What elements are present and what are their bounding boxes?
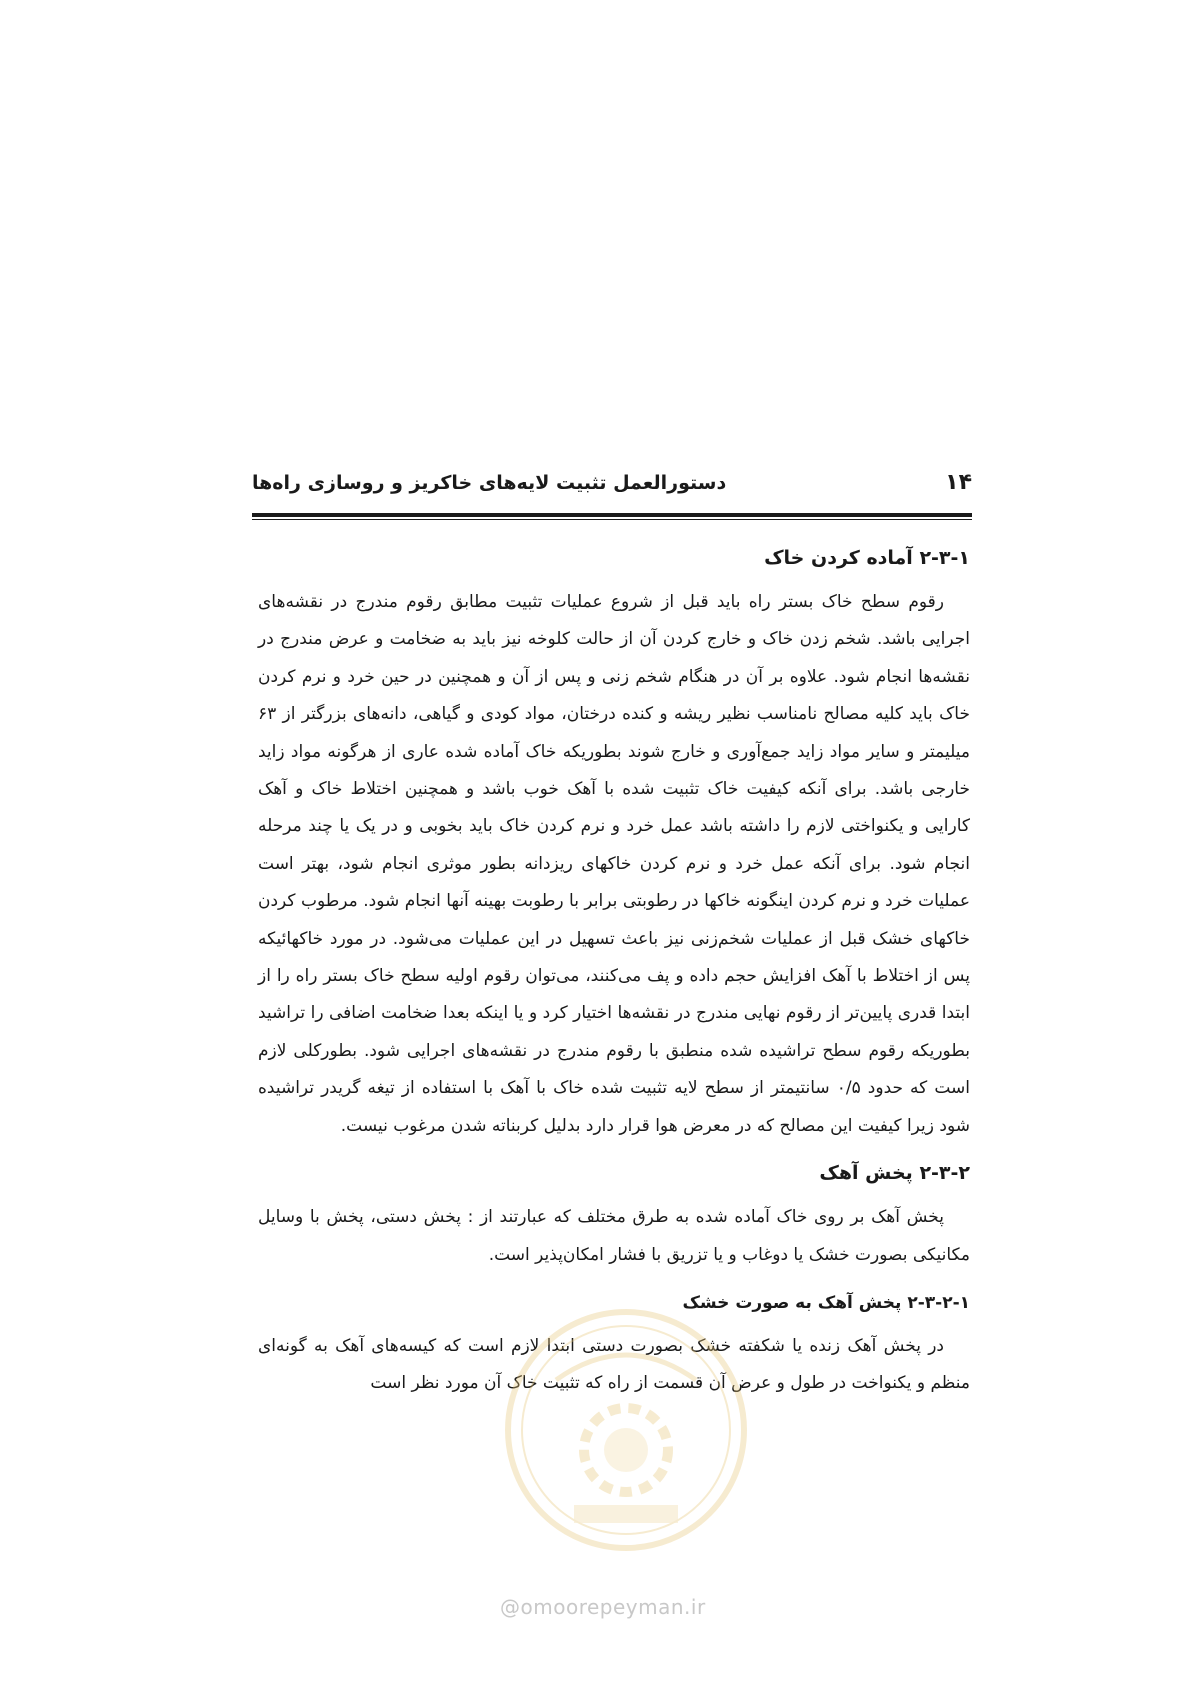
paragraph-dry-lime-spreading: در پخش آهک زنده یا شکفته خشک بصورت دستی ابتدا لازم است که کیسه‌های آهک به گونه‌ای منظم و یکنواخت در طول و عرض آن قسمت از راه که تثبیت خاک آن مورد نظر است xyxy=(258,1335,970,1394)
section-heading-dry-lime-spreading: ۲-۳-۲-۱ پخش آهک به صورت خشک xyxy=(682,1292,970,1313)
section-heading-soil-preparation: ۲-۳-۱ آماده کردن خاک xyxy=(764,547,970,569)
page-number: ۱۴ xyxy=(945,470,972,495)
running-header xyxy=(252,470,972,510)
running-header-title: دستورالعمل تثبیت لایه‌های خاکریز و روسازی راه‌ها xyxy=(252,472,727,494)
paragraph-soil-preparation: رقوم سطح خاک بستر راه باید قبل از شروع عملیات تثبیت مطابق رقوم مندرج در نقشه‌های اجرایی باشد. شخم زدن خاک و خارج کردن آن از حالت کلوخه نیز باید به ضخامت و عرض مندرج در نقشه‌ها انجام شود. علاوه بر آن در هنگام شخم زنی و پس از آن و همچنین در حین خرد و نرم کردن خاک باید کلیه مصالح نامناسب نظیر ریشه و کنده درختان، مواد کودی و گیاهی، دانه‌های بزرگتر از ۶۳ میلیمتر و سایر مواد زاید جمع‌آوری و خارج شوند بطوریکه خاک آماده شده عاری از هرگونه مواد زاید خارجی باشد. برای آنکه کیفیت خاک تثبیت شده با آهک خوب باشد و همچنین اختلاط خاک و آهک کارایی و یکنواختی لازم را داشته باشد عمل خرد و نرم کردن خاک باید بخوبی و در یک یا چند مرحله انجام شود. برای آنکه عمل خرد و نرم کردن خاکهای ریزدانه بطور موثری انجام شود، بهتر است عملیات خرد و نرم کردن اینگونه خاکها در رطوبتی برابر با رطوبت بهینه آنها انجام شود. مرطوب کردن خاکهای خشک قبل از عملیات شخم‌زنی نیز باعث تسهیل در این عملیات می‌شود. در مورد خاکهائیکه پس از اختلاط با آهک افزایش حجم داده و پف می‌کنند، می‌توان رقوم اولیه سطح خاک بستر راه را از ابتدا قدری پایین‌تر از رقوم نهایی مندرج در نقشه‌ها اختیار کرد و یا اینکه بعدا ضخامت اضافی را تراشید بطوریکه رقوم سطح تراشیده شده منطبق با رقوم مندرج در نقشه‌های اجرایی شود. بطورکلی لازم است که حدود ۰/۵ سانتیمتر از سطح لایه تثبیت شده خاک با آهک با استفاده از تیغه گریدر تراشیده شود زیرا کیفیت این مصالح که در معرض هوا قرار دارد بدلیل کربناته شدن مرغوب نیست. xyxy=(258,592,970,1136)
header-rule-thick xyxy=(252,513,972,517)
section-heading-lime-spreading: ۲-۳-۲ پخش آهک xyxy=(819,1162,970,1185)
header-rule-thin xyxy=(252,519,972,520)
watermark-url: @omoorepeyman.ir xyxy=(500,1595,706,1619)
page-content xyxy=(258,530,970,1403)
paragraph-lime-spreading: پخش آهک بر روی خاک آماده شده به طرق مختلف که عبارتند از : پخش دستی، پخش با وسایل مکانیکی بصورت خشک یا دوغاب و یا تزریق با فشار امکان‌پذیر است. xyxy=(258,1207,970,1265)
